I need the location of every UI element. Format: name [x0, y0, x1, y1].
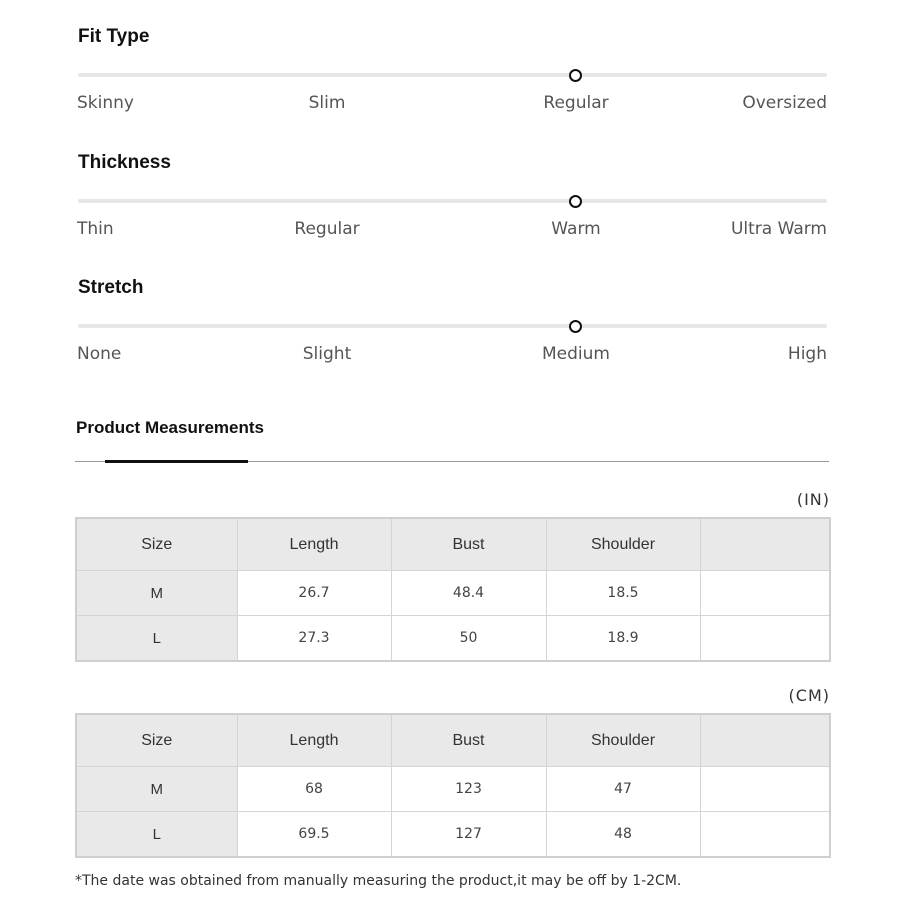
- cell-length: 26.7: [237, 571, 391, 616]
- measurements-title-underline: [105, 460, 248, 463]
- fit-type-title: Fit Type: [78, 26, 150, 47]
- stretch-track: [78, 324, 827, 328]
- table-row: [76, 571, 830, 616]
- fit-type-label-skinny: Skinny: [77, 93, 134, 113]
- unit-label-inches: (IN): [796, 490, 830, 509]
- thickness-label-thin: Thin: [77, 219, 114, 239]
- header-bust: Bust: [391, 714, 546, 767]
- cell-bust: 123: [391, 767, 546, 812]
- fit-type-label-regular: Regular: [543, 93, 609, 113]
- thickness-label-ultra-warm: Ultra Warm: [730, 219, 827, 239]
- cell-length: 68: [237, 767, 391, 812]
- thickness-indicator: [569, 195, 582, 208]
- cell-empty: [700, 571, 830, 616]
- thickness-label-warm: Warm: [551, 219, 601, 239]
- header-shoulder: Shoulder: [546, 714, 700, 767]
- table-header-row: [76, 714, 830, 767]
- stretch-label-none: None: [77, 344, 122, 364]
- header-empty: [700, 518, 830, 571]
- header-shoulder: Shoulder: [546, 518, 700, 571]
- header-length: Length: [237, 518, 391, 571]
- cell-shoulder: 47: [546, 767, 700, 812]
- thickness-label-regular: Regular: [294, 219, 360, 239]
- header-empty: [700, 714, 830, 767]
- cell-bust: 127: [391, 812, 546, 858]
- stretch-title: Stretch: [78, 277, 144, 298]
- header-length: Length: [237, 714, 391, 767]
- measurement-footnote: *The date was obtained from manually measuring the product,it may be off by 1-2CM.: [75, 873, 682, 889]
- header-size: Size: [76, 518, 237, 571]
- header-size: Size: [76, 714, 237, 767]
- cell-size: L: [76, 616, 237, 662]
- cell-bust: 50: [391, 616, 546, 662]
- cell-shoulder: 48: [546, 812, 700, 858]
- cell-shoulder: 18.5: [546, 571, 700, 616]
- stretch-indicator: [569, 320, 582, 333]
- fit-type-track: [78, 73, 827, 77]
- cell-size: M: [76, 571, 237, 616]
- cell-size: L: [76, 812, 237, 858]
- cell-empty: [700, 812, 830, 858]
- cell-bust: 48.4: [391, 571, 546, 616]
- measurements-table-centimeters: [75, 713, 831, 858]
- fit-type-label-oversized: Oversized: [742, 93, 827, 113]
- cell-empty: [700, 616, 830, 662]
- cell-size: M: [76, 767, 237, 812]
- unit-label-centimeters: (CM): [788, 686, 830, 705]
- fit-type-label-slim: Slim: [308, 93, 346, 113]
- table-header-row: [76, 518, 830, 571]
- table-row: [76, 767, 830, 812]
- cell-length: 69.5: [237, 812, 391, 858]
- measurements-table-inches: [75, 517, 831, 662]
- cell-length: 27.3: [237, 616, 391, 662]
- stretch-label-slight: Slight: [302, 344, 352, 364]
- table-row: [76, 812, 830, 858]
- header-bust: Bust: [391, 518, 546, 571]
- measurements-title: Product Measurements: [76, 418, 264, 437]
- thickness-track: [78, 199, 827, 203]
- cell-shoulder: 18.9: [546, 616, 700, 662]
- table-row: [76, 616, 830, 662]
- stretch-label-medium: Medium: [542, 344, 610, 364]
- cell-empty: [700, 767, 830, 812]
- stretch-label-high: High: [787, 344, 827, 364]
- thickness-title: Thickness: [78, 152, 171, 173]
- fit-type-indicator: [569, 69, 582, 82]
